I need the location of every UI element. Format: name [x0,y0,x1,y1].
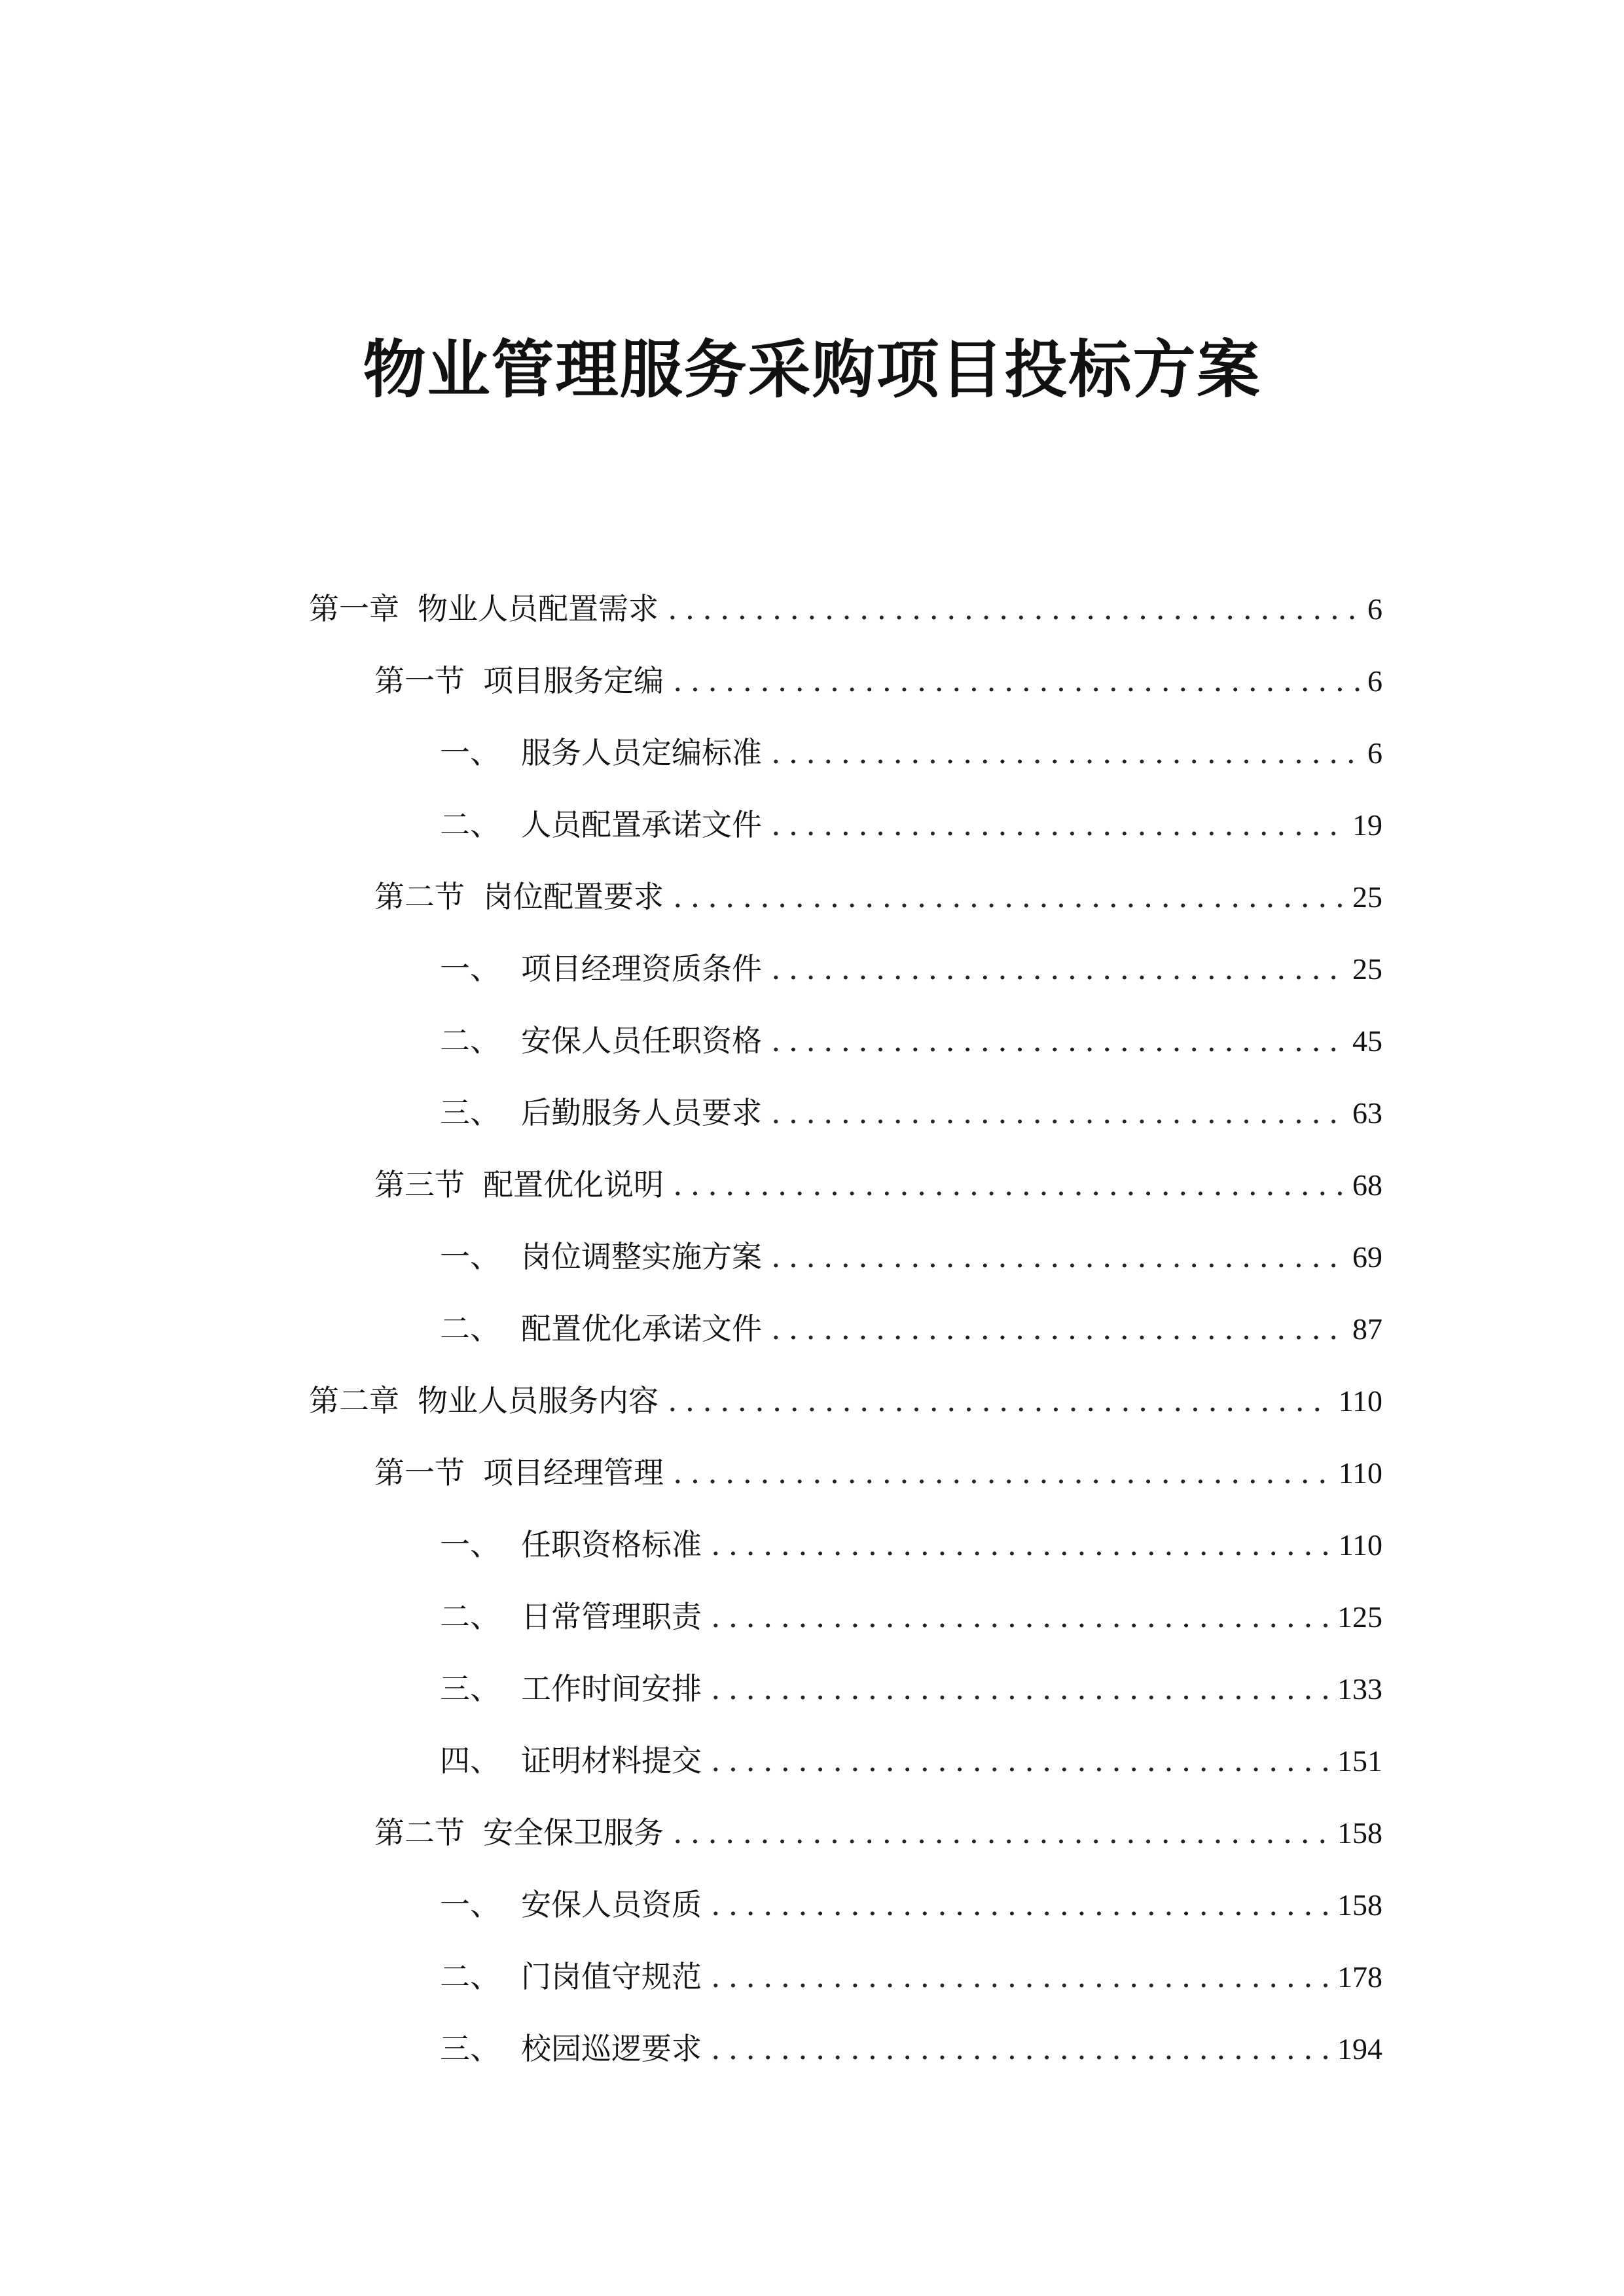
toc-dot-leader [771,1221,1344,1293]
toc-entry-number: 一、 [440,1527,500,1562]
toc-entry-number: 二、 [440,1599,500,1634]
toc-entry[interactable] [309,1725,1382,1797]
toc-entry-label: 日常管理职责 [521,1599,702,1634]
toc-entry[interactable] [309,1653,1382,1725]
toc-entry-number: 一、 [440,1887,500,1922]
toc-page-number: 151 [1337,1744,1382,1778]
toc-entry-number: 第二节 [374,1815,465,1850]
toc-entry[interactable] [309,2013,1382,2085]
toc-page-number: 68 [1352,1168,1382,1202]
toc-entry[interactable] [309,861,1382,933]
toc-entry-label: 人员配置承诺文件 [521,807,762,842]
toc-page-number: 19 [1352,808,1382,842]
toc-page-number: 87 [1352,1312,1382,1346]
toc-entry-label: 安保人员资质 [521,1887,702,1922]
toc-dot-leader [771,1077,1344,1149]
toc-dot-leader [711,2013,1329,2085]
toc-page-number: 110 [1338,1384,1382,1418]
toc-entry-label: 项目服务定编 [483,663,664,698]
toc-dot-leader [711,1581,1329,1653]
toc-entry-label: 安保人员任职资格 [521,1023,762,1058]
toc-entry-label: 安全保卫服务 [483,1815,664,1850]
toc-entry-number: 一、 [440,1239,500,1274]
toc-page-number: 25 [1352,952,1382,986]
toc-entry-number: 二、 [440,1311,500,1346]
toc-entry-label: 配置优化承诺文件 [521,1311,762,1346]
toc-entry[interactable] [309,1149,1382,1221]
toc-dot-leader [673,1797,1329,1869]
toc-entry-number: 四、 [440,1743,500,1778]
toc-entry[interactable] [309,1869,1382,1941]
toc-entry[interactable] [309,1437,1382,1509]
toc-page-number: 110 [1338,1456,1382,1490]
toc-page-number: 178 [1337,1960,1382,1994]
toc-entry[interactable] [309,933,1382,1005]
toc-entry-number: 第一章 [309,591,399,626]
toc-entry-label: 物业人员配置需求 [418,591,659,626]
toc-dot-leader [711,1509,1331,1581]
toc-entry[interactable] [309,1365,1382,1437]
toc-entry-number: 第二节 [374,879,465,914]
toc-entry[interactable] [309,789,1382,861]
toc-page-number: 110 [1338,1528,1382,1562]
toc-page-number: 158 [1337,1816,1382,1850]
toc-entry[interactable] [309,1509,1382,1581]
toc-entry[interactable] [309,1797,1382,1869]
toc-page-number: 133 [1337,1672,1382,1706]
toc-entry[interactable] [309,573,1382,645]
toc-entry-number: 第一节 [374,1455,465,1490]
toc-page-number: 194 [1337,2032,1382,2066]
document-title: 物业管理服务采购项目投标方案 [363,333,1261,406]
toc-dot-leader [771,1293,1344,1365]
toc-entry[interactable] [309,1221,1382,1293]
toc-entry-label: 物业人员服务内容 [418,1383,659,1418]
toc-dot-leader [771,717,1360,789]
toc-dot-leader [771,1005,1344,1077]
toc-entry[interactable] [309,1293,1382,1365]
toc-entry-label: 服务人员定编标准 [521,735,762,770]
toc-entry-number: 一、 [440,951,500,986]
toc-dot-leader [711,1941,1329,2013]
toc-entry-number: 一、 [440,735,500,770]
toc-entry-label: 项目经理管理 [483,1455,664,1490]
toc-entry[interactable] [309,1941,1382,2013]
toc-entry-label: 项目经理资质条件 [521,951,762,986]
toc-dot-leader [668,573,1360,645]
toc-entry-number: 第二章 [309,1383,399,1418]
toc-dot-leader [771,933,1344,1005]
toc-entry-label: 岗位配置要求 [483,879,664,914]
toc-entry-number: 三、 [440,2031,500,2066]
toc-entry-label: 证明材料提交 [521,1743,702,1778]
toc-entry-label: 后勤服务人员要求 [521,1095,762,1130]
toc-entry-number: 第一节 [374,663,465,698]
toc-page-number: 69 [1352,1240,1382,1274]
toc-entry-number: 二、 [440,1023,500,1058]
toc-page-number: 25 [1352,880,1382,914]
toc-dot-leader [711,1869,1329,1941]
toc-entry-number: 第三节 [374,1167,465,1202]
toc-page-number: 63 [1352,1096,1382,1130]
toc-page-number: 6 [1367,736,1382,770]
toc-entry-label: 门岗值守规范 [521,1959,702,1994]
toc-entry-label: 工作时间安排 [521,1671,702,1706]
toc-dot-leader [668,1365,1331,1437]
toc-dot-leader [673,645,1360,717]
toc-page-number: 125 [1337,1600,1382,1634]
toc-page-number: 45 [1352,1024,1382,1058]
toc-page-number: 158 [1337,1888,1382,1922]
toc-dot-leader [673,1437,1331,1509]
toc-entry-label: 校园巡逻要求 [521,2031,702,2066]
toc-dot-leader [673,1149,1344,1221]
toc-dot-leader [673,861,1344,933]
toc-entry[interactable] [309,1077,1382,1149]
table-of-contents [309,573,1382,2085]
toc-entry-label: 配置优化说明 [483,1167,664,1202]
toc-dot-leader [711,1653,1329,1725]
toc-entry[interactable] [309,1005,1382,1077]
toc-dot-leader [771,789,1344,861]
toc-entry[interactable] [309,717,1382,789]
toc-entry[interactable] [309,1581,1382,1653]
toc-entry-label: 岗位调整实施方案 [521,1239,762,1274]
toc-entry-label: 任职资格标准 [521,1527,702,1562]
toc-dot-leader [711,1725,1329,1797]
toc-entry-number: 二、 [440,1959,500,1994]
toc-entry-number: 三、 [440,1095,500,1130]
toc-page-number: 6 [1367,664,1382,698]
toc-page-number: 6 [1367,592,1382,626]
toc-entry[interactable] [309,645,1382,717]
toc-entry-number: 三、 [440,1671,500,1706]
toc-entry-number: 二、 [440,807,500,842]
